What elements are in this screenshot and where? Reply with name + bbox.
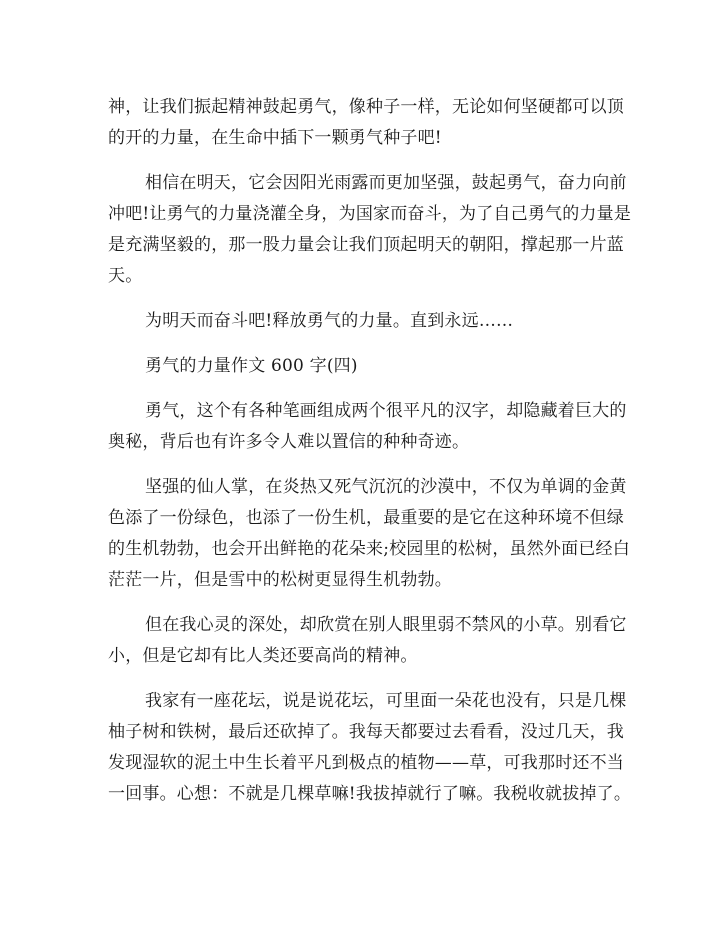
paragraph [108,168,632,292]
text-line: 但在我心灵的深处，却欣赏在别人眼里弱不禁风的小草。别看它 [145,615,627,635]
text-line: 天。 [108,266,143,286]
text-line: 色添了一份绿色，也添了一份生机，最重要的是它在这种环境不但绿 [108,508,624,528]
text-line: 神，让我们振起精神鼓起勇气，像种子一样，无论如何坚硬都可以顶 [108,97,624,117]
text-line: 我家有一座花坛，说是说花坛，可里面一朵花也没有，只是几棵 [145,691,627,711]
paragraph [108,306,614,337]
text-line: 茫茫一片，但是雪中的松树更显得生机勃勃。 [108,570,452,590]
text-line: 柚子树和铁树，最后还砍掉了。我每天都要过去看看，没过几天，我 [108,722,624,742]
document-page [108,92,632,824]
text-line: 发现湿软的泥土中生长着平凡到极点的植物——草，可我那时还不当 [108,753,624,773]
text-line: 勇气，这个有各种笔画组成两个很平凡的汉字，却隐藏着巨大的 [145,401,627,421]
paragraph [108,351,614,382]
text-line: 的生机勃勃，也会开出鲜艳的花朵来;校园里的松树，虽然外面已经白 [108,539,630,559]
paragraph [108,686,632,810]
text-line: 为明天而奋斗吧!释放勇气的力量。直到永远…… [145,311,514,331]
text-line: 小，但是它却有比人类还要高尚的精神。 [108,646,418,666]
paragraph [108,92,624,154]
text-line: 坚强的仙人掌，在炎热又死气沉沉的沙漠中，不仅为单调的金黄 [145,477,627,497]
text-line: 一回事。心想：不就是几棵草嘛!我拔掉就行了嘛。我税收就拔掉了。 [108,784,632,804]
text-line: 是充满坚毅的，那一股力量会让我们顶起明天的朝阳，撑起那一片蓝 [108,235,624,255]
text-line: 奥秘，背后也有许多令人难以置信的种种奇迹。 [108,432,470,452]
paragraph [108,396,627,458]
paragraph [108,610,627,672]
text-line: 勇气的力量作文 600 字(四) [145,356,358,376]
text-line: 的开的力量，在生命中插下一颗勇气种子吧! [108,128,442,148]
text-line: 冲吧!让勇气的力量浇灌全身，为国家而奋斗，为了自己勇气的力量是 [108,204,632,224]
paragraph [108,472,630,596]
text-line: 相信在明天，它会因阳光雨露而更加坚强，鼓起勇气，奋力向前 [145,173,627,193]
